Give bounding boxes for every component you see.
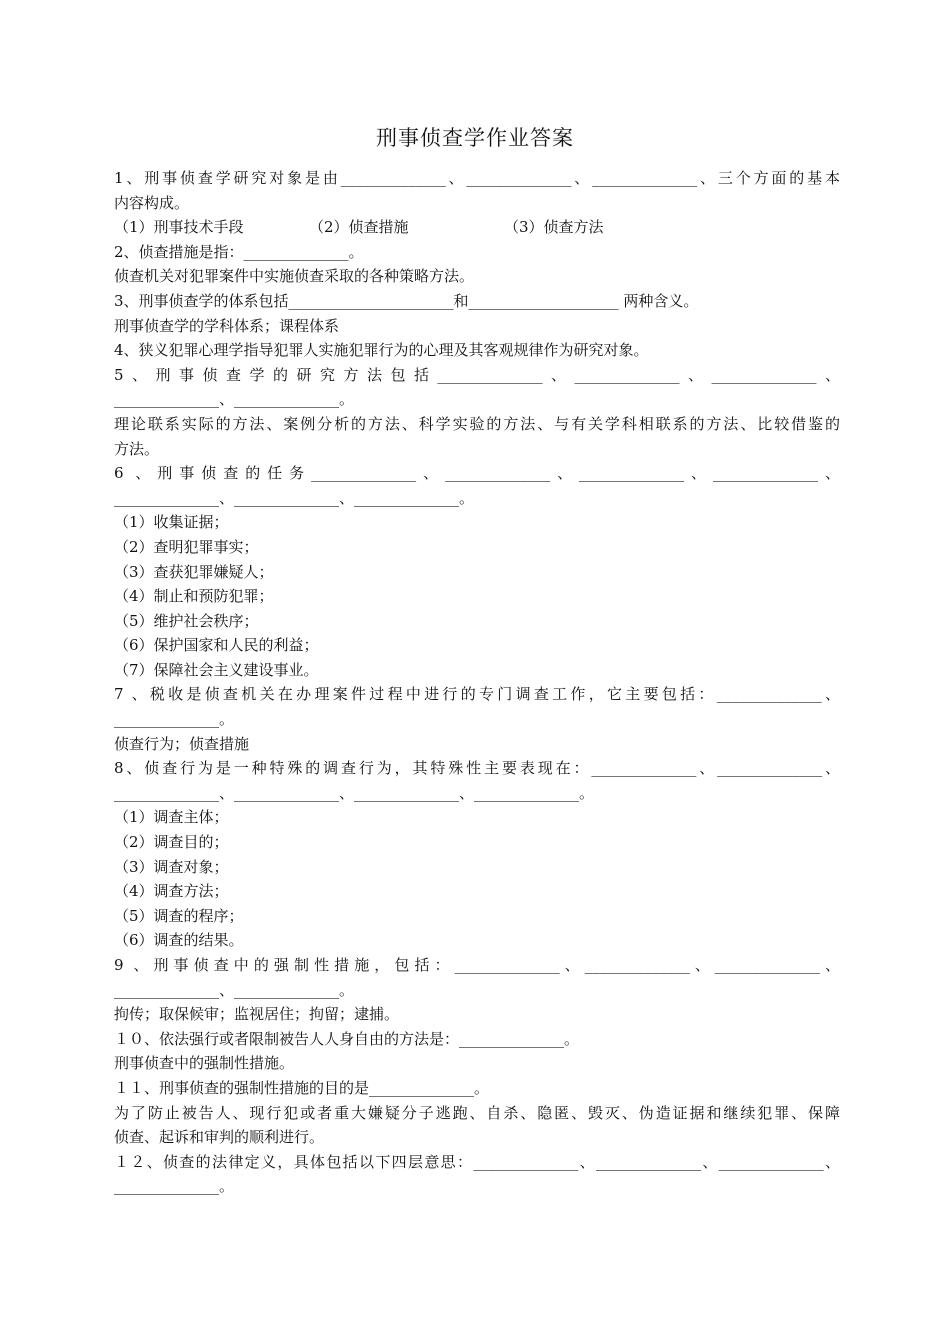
question-6-line-2: ______________、______________、______________。	[114, 488, 475, 507]
question-6-line-1: 6 、刑事侦查的任务______________、______________、______________、______________、	[114, 464, 840, 483]
answer-5-line-2: 方法。	[114, 439, 160, 458]
answer-option-2: （2）侦查措施	[309, 218, 409, 237]
question-1-line-1: 1、刑事侦查学研究对象是由______________、______________、______________、三个方面的基本	[114, 169, 840, 187]
answer-5-line-1: 理论联系实际的方法、案例分析的方法、科学实验的方法、与有关学科相联系的方法、比较借鉴的	[114, 414, 840, 433]
question-2: 2、侦查措施是指：______________。	[114, 242, 364, 261]
question-12-line-2: ______________。	[114, 1177, 235, 1196]
page-title: 刑事侦查学作业答案	[376, 126, 574, 150]
answer-8-item-5: （5）调查的程序；	[114, 906, 244, 925]
answer-8-item-2: （2）调查目的；	[114, 833, 229, 852]
answer-6-item-6: （6）保护国家和人民的利益；	[114, 636, 319, 655]
question-4: 4、狭义犯罪心理学指导犯罪人实施犯罪行为的心理及其客观规律作为研究对象。	[114, 341, 649, 360]
answer-9: 拘传；取保候审；监视居住；拘留；逮捕。	[114, 1005, 400, 1024]
answer-2: 侦查机关对犯罪案件中实施侦查采取的各种策略方法。	[114, 267, 475, 286]
answer-6-item-7: （7）保障社会主义建设事业。	[114, 660, 319, 679]
answer-8-item-4: （4）调查方法；	[114, 882, 229, 901]
question-8-line-2: ______________、______________、______________、______________。	[114, 783, 595, 802]
question-9-line-2: ______________、______________。	[114, 980, 355, 999]
answer-6-item-2: （2）查明犯罪事实；	[114, 537, 259, 556]
answer-option-3: （3）侦查方法	[504, 218, 604, 237]
answer-option-1: （1）刑事技术手段	[114, 218, 244, 237]
answer-8-item-3: （3）调查对象；	[114, 857, 229, 876]
question-5-line-2: ______________、______________。	[114, 390, 355, 409]
answer-6-item-3: （3）查获犯罪嫌疑人；	[114, 562, 274, 581]
answer-6-item-4: （4）制止和预防犯罪；	[114, 587, 274, 606]
question-12-line-1: １２、侦查的法律定义，具体包括以下四层意思：______________、______________、______________、	[114, 1152, 840, 1171]
question-1-answer	[114, 215, 840, 240]
question-5-line-1: 5、刑事侦查学的研究方法包括______________、______________、______________、	[114, 365, 840, 384]
answer-8-item-6: （6）调查的结果。	[114, 931, 244, 950]
question-1-line-2: 内容构成。	[114, 193, 190, 212]
answer-6-item-1: （1）收集证据；	[114, 513, 229, 532]
question-8-line-1: 8、侦查行为是一种特殊的调查行为，其特殊性主要表现在：______________、______________、	[114, 759, 840, 778]
question-11: １１、刑事侦查的强制性措施的目的是______________。	[114, 1078, 490, 1097]
document-body	[114, 166, 840, 1199]
answer-10: 刑事侦查中的强制性措施。	[114, 1054, 295, 1073]
question-9-line-1: 9 、刑事侦查中的强制性措施，包括：______________、______________、______________、	[114, 956, 840, 974]
answer-8-item-1: （1）调查主体；	[114, 808, 229, 827]
answer-11-line-2: 侦查、起诉和审判的顺利进行。	[114, 1128, 325, 1147]
question-10: １０、依法强行或者限制被告人人身自由的方法是：______________。	[114, 1029, 580, 1048]
answer-7: 侦查行为；侦查措施	[114, 734, 250, 753]
answer-11-line-1: 为了防止被告人、现行犯或者重大嫌疑分子逃跑、自杀、隐匿、毁灭、伪造证据和继续犯罪、保障	[114, 1103, 840, 1122]
question-7-line-2: ______________。	[114, 710, 235, 729]
answer-3: 刑事侦查学的学科体系；课程体系	[114, 316, 340, 335]
question-7-line-1: 7 、税收是侦查机关在办理案件过程中进行的专门调查工作，它主要包括：______________、	[114, 685, 840, 704]
question-3: 3、刑事侦查学的体系包括______________________和____________________ 两种含义。	[114, 291, 699, 310]
answer-6-item-5: （5）维护社会秩序；	[114, 611, 259, 630]
